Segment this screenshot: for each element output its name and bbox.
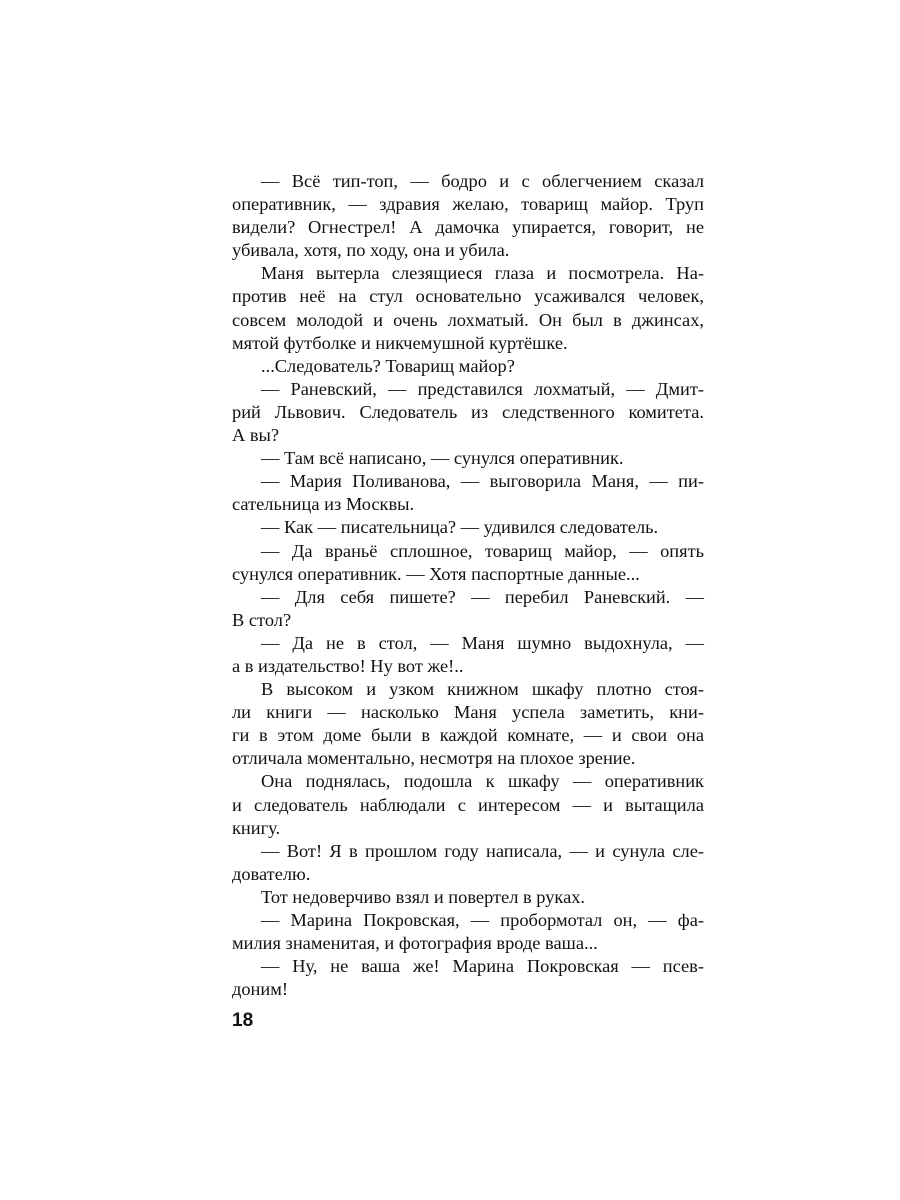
text-line: — Там всё написано, — сунулся оперативник.	[261, 448, 624, 469]
text-line: убивала, хотя, по ходу, она и убила.	[232, 240, 510, 261]
text-line: — Ну, не ваша же! Марина Покровская — псев-	[261, 956, 704, 977]
text-line: В высоком и узком книжном шкафу плотно стоя-	[261, 679, 704, 700]
text-line: ...Следователь? Товарищ майор?	[261, 355, 515, 376]
text-line: отличала моментально, несмотря на плохое зрение.	[232, 748, 636, 769]
text-line: — Да не в стол, — Маня шумно выдохнула, —	[261, 632, 704, 653]
text-line: против неё на стул основательно усаживался человек,	[232, 286, 704, 307]
text-line: видели? Огнестрел! А дамочка упирается, говорит, не	[232, 217, 704, 238]
page-body-text	[232, 170, 704, 1001]
text-line: — Для себя пишете? — перебил Раневский. —	[261, 586, 704, 607]
text-line: а в издательство! Ну вот же!..	[232, 655, 464, 676]
text-line: рий Львович. Следователь из следственного комитета.	[232, 401, 704, 422]
text-line: доним!	[232, 979, 288, 1000]
text-line: мятой футболке и никчемушной куртёшке.	[232, 332, 568, 353]
text-line: книгу.	[232, 817, 281, 838]
text-line: совсем молодой и очень лохматый. Он был в джинсах,	[232, 309, 704, 330]
text-line: — Как — писательница? — удивился следователь.	[261, 517, 659, 538]
text-line: ги в этом доме были в каждой комнате, — и свои она	[232, 725, 704, 746]
text-line: А вы?	[232, 425, 280, 446]
text-line: Маня вытерла слезящиеся глаза и посмотрела. На-	[261, 263, 704, 284]
text-line: — Марина Покровская, — пробормотал он, — фа-	[261, 910, 704, 930]
text-line: сательница из Москвы.	[232, 494, 415, 515]
text-line: — Всё тип-топ, — бодро и с облегчением сказал	[261, 171, 704, 191]
page-number: 18	[232, 1010, 254, 1031]
text-line: — Мария Поливанова, — выговорила Маня, — пи-	[261, 471, 704, 492]
text-line: Она поднялась, подошла к шкафу — оперативник	[261, 771, 704, 792]
text-line: — Да враньё сплошное, товарищ майор, — опять	[261, 540, 704, 561]
text-line: дователю.	[232, 863, 311, 884]
text-line: и следователь наблюдали с интересом — и вытащила	[232, 794, 704, 815]
text-line: оперативник, — здравия желаю, товарищ майор. Труп	[232, 194, 704, 215]
text-line: — Вот! Я в прошлом году написала, — и сунула сле-	[261, 840, 704, 861]
text-line: — Раневский, — представился лохматый, — Дмит-	[261, 378, 704, 399]
text-line: В стол?	[232, 609, 292, 630]
text-line: ли книги — насколько Маня успела заметить, кни-	[232, 702, 704, 723]
text-line: милия знаменитая, и фотография вроде ваша...	[232, 933, 598, 954]
text-line: Тот недоверчиво взял и повертел в руках.	[261, 886, 586, 907]
text-line: сунулся оперативник. — Хотя паспортные данные...	[232, 563, 640, 584]
